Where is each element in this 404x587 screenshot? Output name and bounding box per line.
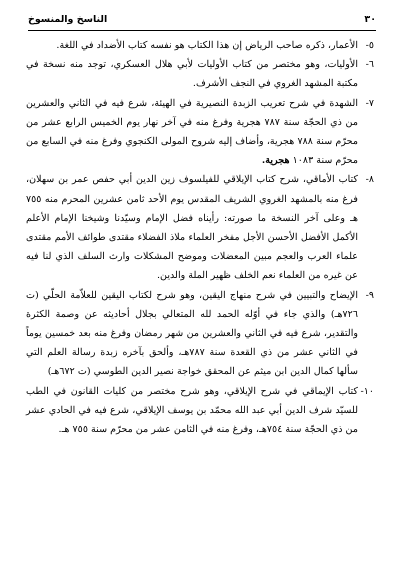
page-number: ٣٠: [364, 14, 376, 25]
list-item: [26, 94, 374, 171]
running-title: الناسخ والمنسوخ: [28, 14, 108, 25]
item-text: الأعمار، ذكره صاحب الرياض إن هذا الكتاب هو نفسه كتاب الأضداد في اللغة.: [56, 40, 358, 51]
item-text: الأوليات، وهو مختصر من كتاب الأوليات لأبي هلال العسكري، توجد منه نسخة في مكتبة المشهد الغروي في النجف الأشرف.: [26, 59, 358, 90]
list-item: [26, 36, 374, 55]
list-item: [26, 382, 374, 440]
item-text: الشهدة في شرح تعريب الزبدة النصيرية في الهيئة، شرع فيه في الثاني والعشرين من ذي الحجّة سنة ٧٨٧ هجرية وفرغ منه في آخر نهار يوم الخميس الرابع عشر من محرّم سنة ٧٨٨ هجرية، وأضاف إليه شروح المولى الكنجوي وفرغ منه في السابع من محرّم سنة ١٠٨٣: [26, 97, 358, 167]
item-text: الإيضاح والتبيين في شرح منهاج اليقين، وهو شرح لكتاب اليقين للعلاّمة الحلّي (ت ٧٢٦هـ) والذي جاء في أوّله الحمد لله المتعالي بجلال أحاديثه عن وصمة الكثرة والتقدير، شرع فيه في الثاني والعشرين من شهر رمضان وفرغ منه بعد خمسين يوماً في الثاني عشر من ذي القعدة سنة ٧٨٧هـ، وألحق بآخره زبدة رسالة العلم التي سألها كمال الدين ابن ميثم عن المحقق خواجة نصير الدين الطوسي (ت ٦٧٢هـ): [26, 289, 359, 378]
item-number: ٦-: [365, 59, 374, 71]
item-number: ٩-: [365, 289, 374, 301]
page-body: [26, 36, 374, 583]
page-header: [28, 14, 376, 31]
item-number: ١٠-: [360, 385, 374, 397]
item-number: ٥-: [365, 40, 374, 51]
list-item: [26, 55, 374, 93]
item-number: ٧-: [365, 97, 374, 109]
list-item: [26, 170, 374, 285]
list-item: [26, 286, 374, 382]
item-year-suffix: هجرية.: [261, 155, 290, 167]
item-number: ٨-: [365, 174, 374, 186]
item-text: كتاب الأماقي، شرح كتاب الإيلاقي للفيلسوف زين الدين أبي حفص عمر بن سهلان، فرغ منه بالمشهد الغروي الشريف المقدس يوم الأحد ثامن عشرين المحرم منه ٧٥٥ هـ وعلى آخر النسخة ما صورته: رأيناه فضل الإمام وسيّدنا وشيخنا الإمام الأعلم الأكمل الأفضل الأحسن الأجل مفخر العلماء ملاذ الفضلاء مقتدى طوائف الأمم مقتدى علماء العرب والعجم مبين المعضلات وموضح المشكلات وارث السلف الذي لنا فيه عن غيره من العلماء نعم الخلف ظهير الملة والدين.: [26, 174, 358, 282]
item-text: كتاب الإيماقي في شرح الإيلاقي، وهو شرح مختصر من كليات القانون في الطب للسيّد شرف الدين أبي عبد الله محمّد بن يوسف الإيلاقي، شرع فيه في الحادي عشر من ذي الحجّة سنة ٧٥٤هـ، وفرغ منه في الثامن عشر من محرّم سنة ٧٥٥ هـ.: [26, 385, 358, 436]
